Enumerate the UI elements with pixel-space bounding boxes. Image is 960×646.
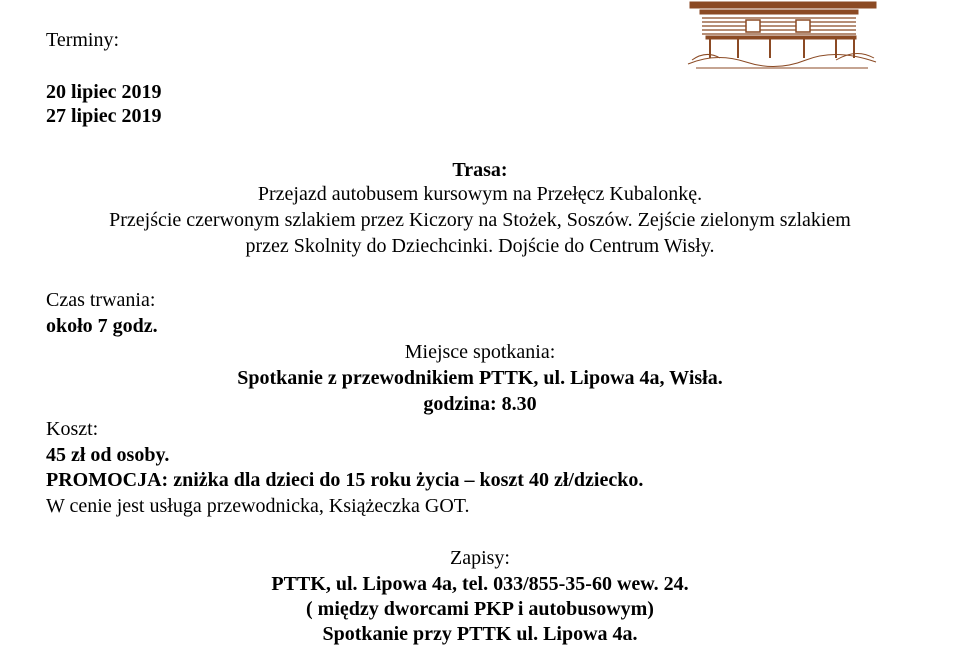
date-1: 20 lipiec 2019: [46, 81, 162, 103]
cost-price: 45 zł od osoby.: [46, 444, 170, 466]
meeting-time: godzina: 8.30: [423, 393, 537, 415]
signup-address: PTTK, ul. Lipowa 4a, tel. 033/855-35-60 wew. 24.: [271, 573, 689, 595]
cost-promo: PROMOCJA: zniżka dla dzieci do 15 roku życia – koszt 40 zł/dziecko.: [46, 469, 644, 491]
meeting-place: Spotkanie z przewodnikiem PTTK, ul. Lipowa 4a, Wisła.: [237, 367, 723, 389]
route-line-3: przez Skolnity do Dziechcinki. Dojście do Centrum Wisły.: [245, 235, 715, 257]
route-title: Trasa:: [452, 159, 508, 181]
meeting-label: Miejsce spotkania:: [404, 341, 556, 363]
signup-note: ( między dworcami PKP i autobusowym): [306, 598, 654, 620]
duration-value: około 7 godz.: [46, 315, 158, 337]
cost-label: Koszt:: [46, 418, 99, 440]
terms-label: Terminy:: [46, 29, 120, 51]
cost-included: W cenie jest usługa przewodnicka, Książeczka GOT.: [46, 495, 470, 517]
house-logo-icon: [686, 0, 878, 70]
date-2: 27 lipiec 2019: [46, 105, 162, 127]
duration-label: Czas trwania:: [46, 289, 156, 311]
signup-label: Zapisy:: [450, 547, 510, 569]
signup-meeting: Spotkanie przy PTTK ul. Lipowa 4a.: [322, 623, 638, 645]
route-line-2: Przejście czerwonym szlakiem przez Kiczory na Stożek, Soszów. Zejście zielonym szlakiem: [109, 209, 851, 231]
route-line-1: Przejazd autobusem kursowym na Przełęcz Kubalonkę.: [257, 183, 703, 205]
